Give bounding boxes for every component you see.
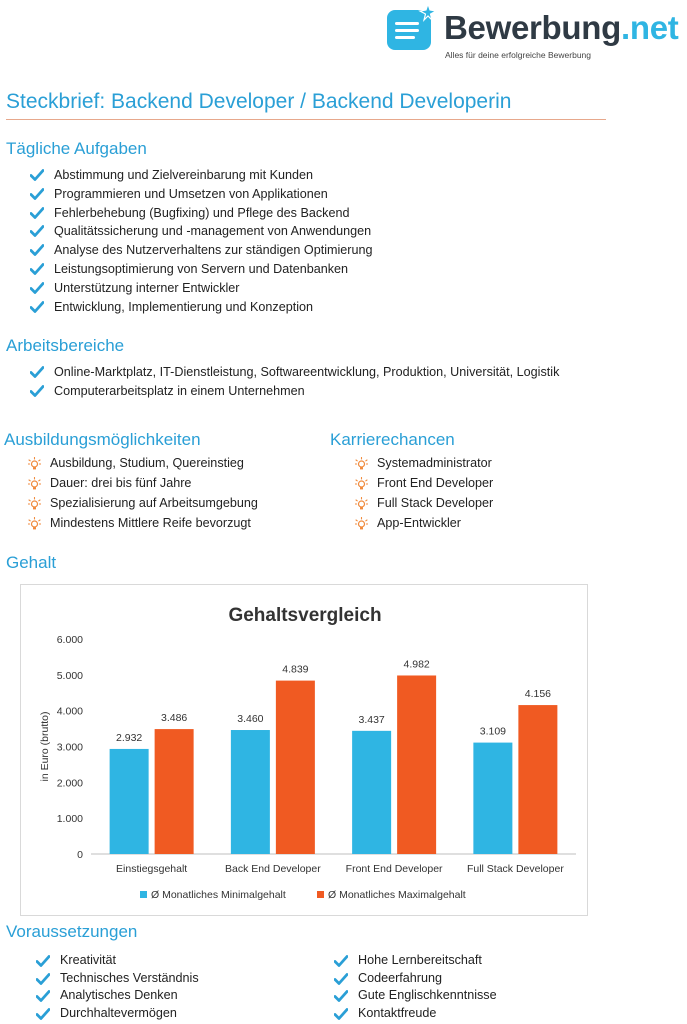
list-item — [30, 298, 373, 317]
bar-value-label: 4.156 — [524, 688, 552, 701]
list-item-label: Kontaktfreude — [358, 1005, 437, 1020]
requirements-heading: Voraussetzungen — [6, 922, 138, 941]
list-item-label: Mindestens Mittlere Reife bevorzugt — [50, 516, 251, 530]
y-tick-label: 4.000 — [56, 705, 83, 718]
salary-chart-svg — [21, 585, 589, 917]
requirements-list-right — [334, 952, 497, 1022]
document-star-icon — [386, 4, 436, 54]
chart-title: Gehaltsvergleich — [228, 605, 382, 626]
x-tick-label: Einstiegsgehalt — [116, 863, 188, 875]
checkmark-icon — [30, 385, 44, 397]
list-item — [355, 453, 493, 473]
bar-value-label: 3.486 — [160, 712, 188, 725]
list-item-label: Programmieren und Umsetzen von Applikationen — [54, 186, 328, 201]
list-item — [36, 952, 199, 970]
checkmark-icon — [30, 301, 44, 313]
logo-tagline: Alles für deine erfolgreiche Bewerbung — [445, 50, 592, 60]
bar — [276, 681, 315, 854]
page-title: Steckbrief: Backend Developer / Backend Developerin — [6, 90, 512, 113]
list-item — [355, 493, 493, 513]
list-item — [36, 1005, 199, 1023]
career-heading: Karrierechancen — [330, 430, 455, 449]
list-item — [30, 204, 373, 223]
bar-value-label: 4.982 — [403, 658, 430, 671]
list-item — [30, 279, 373, 298]
list-item — [30, 185, 373, 204]
y-tick-label: 2.000 — [56, 777, 83, 790]
list-item-label: Full Stack Developer — [377, 496, 494, 510]
legend-swatch — [140, 891, 147, 898]
list-item-label: Analytisches Denken — [60, 988, 178, 1003]
checkmark-icon — [30, 282, 44, 294]
title-divider — [6, 119, 606, 120]
lightbulb-icon — [28, 497, 41, 510]
x-tick-label: Full Stack Developer — [466, 863, 564, 875]
daily-tasks-list — [30, 166, 373, 316]
work-areas-heading: Arbeitsbereiche — [6, 336, 125, 355]
bar — [397, 675, 436, 854]
bar — [110, 749, 149, 854]
education-heading: Ausbildungsmöglichkeiten — [4, 430, 201, 449]
list-item-label: Leistungsoptimierung von Servern und Datenbanken — [54, 261, 349, 276]
list-item-label: Entwicklung, Implementierung und Konzeption — [54, 299, 314, 314]
checkmark-icon — [30, 188, 44, 200]
list-item — [36, 970, 199, 988]
list-item — [30, 222, 373, 241]
checkmark-icon — [334, 990, 348, 1002]
list-item — [28, 473, 258, 493]
y-tick-label: 3.000 — [56, 741, 83, 754]
checkmark-icon — [30, 225, 44, 237]
checkmark-icon — [334, 955, 348, 967]
brand-logo[interactable] — [386, 4, 686, 62]
checkmark-icon — [36, 973, 50, 985]
list-item — [30, 382, 559, 401]
list-item — [334, 987, 497, 1005]
x-tick-label: Back End Developer — [225, 863, 321, 875]
list-item — [28, 493, 258, 513]
list-item-label: Online-Marktplatz, IT-Dienstleistung, Softwareentwicklung, Produktion, Universität, Logistik — [54, 365, 560, 379]
list-item — [355, 473, 493, 493]
bar — [352, 731, 391, 854]
y-tick-label: 0 — [77, 849, 83, 861]
requirements-list-left — [36, 952, 199, 1022]
y-tick-label: 6.000 — [56, 634, 83, 646]
lightbulb-icon — [28, 477, 41, 490]
legend-swatch — [317, 891, 324, 898]
salary-chart — [20, 584, 588, 916]
y-tick-label: 1.000 — [56, 813, 83, 826]
checkmark-icon — [30, 207, 44, 219]
list-item-label: Computerarbeitsplatz in einem Unternehmen — [54, 383, 305, 398]
bar — [473, 743, 512, 854]
lightbulb-icon — [355, 477, 368, 490]
list-item — [28, 513, 258, 533]
list-item-label: Systemadministrator — [377, 456, 492, 470]
legend-label: Ø Monatliches Minimalgehalt — [151, 889, 286, 901]
checkmark-icon — [30, 244, 44, 256]
y-tick-label: 5.000 — [56, 669, 83, 682]
lightbulb-icon — [28, 457, 41, 470]
checkmark-icon — [334, 1008, 348, 1020]
list-item-label: Gute Englischkenntnisse — [358, 988, 497, 1003]
logo-wordmark: Bewerbung.net — [444, 9, 679, 46]
list-item-label: Hohe Lernbereitschaft — [358, 953, 482, 967]
list-item — [334, 970, 497, 988]
list-item — [334, 952, 497, 970]
checkmark-icon — [30, 263, 44, 275]
list-item — [30, 241, 373, 260]
bar — [518, 705, 557, 854]
list-item-label: App-Entwickler — [377, 516, 461, 530]
checkmark-icon — [36, 955, 50, 967]
list-item-label: Fehlerbehebung (Bugfixing) und Pflege des Backend — [54, 205, 350, 220]
list-item-label: Durchhaltevermögen — [60, 1005, 177, 1020]
list-item-label: Front End Developer — [377, 476, 494, 490]
list-item-label: Codeerfahrung — [358, 970, 443, 985]
list-item-label: Technisches Verständnis — [60, 970, 199, 985]
bar-value-label: 3.109 — [479, 725, 507, 738]
checkmark-icon — [30, 169, 44, 181]
lightbulb-icon — [355, 517, 368, 530]
list-item — [36, 987, 199, 1005]
checkmark-icon — [36, 1008, 50, 1020]
bar-value-label: 3.437 — [358, 713, 385, 726]
career-list — [355, 453, 493, 533]
bar-value-label: 2.932 — [115, 731, 143, 744]
list-item-label: Ausbildung, Studium, Quereinstieg — [50, 456, 244, 470]
list-item — [30, 363, 559, 382]
checkmark-icon — [36, 990, 50, 1002]
bar-value-label: 3.460 — [237, 713, 264, 726]
list-item-label: Spezialisierung auf Arbeitsumgebung — [50, 496, 258, 510]
list-item-label: Analyse des Nutzerverhaltens zur ständigen Optimierung — [54, 243, 373, 258]
x-tick-label: Front End Developer — [345, 863, 443, 875]
list-item — [30, 166, 373, 185]
list-item — [355, 513, 493, 533]
y-axis-label: in Euro (brutto) — [39, 711, 51, 782]
list-item-label: Kreativität — [60, 953, 116, 967]
lightbulb-icon — [355, 457, 368, 470]
lightbulb-icon — [28, 517, 41, 530]
bar-value-label: 4.839 — [282, 663, 309, 676]
list-item-label: Unterstützung interner Entwickler — [54, 280, 240, 295]
list-item — [334, 1005, 497, 1023]
list-item-label: Abstimmung und Zielvereinbarung mit Kunden — [54, 168, 314, 182]
list-item-label: Dauer: drei bis fünf Jahre — [50, 476, 192, 490]
education-list — [28, 453, 258, 533]
bar — [231, 730, 270, 854]
salary-heading: Gehalt — [6, 553, 57, 572]
list-item — [28, 453, 258, 473]
daily-tasks-heading: Tägliche Aufgaben — [6, 139, 147, 158]
checkmark-icon — [334, 973, 348, 985]
checkmark-icon — [30, 366, 44, 378]
work-areas-list — [30, 363, 559, 401]
bar — [155, 729, 194, 854]
legend-label: Ø Monatliches Maximalgehalt — [328, 889, 466, 901]
lightbulb-icon — [355, 497, 368, 510]
list-item — [30, 260, 373, 279]
list-item-label: Qualitätssicherung und -management von Anwendungen — [54, 224, 372, 239]
